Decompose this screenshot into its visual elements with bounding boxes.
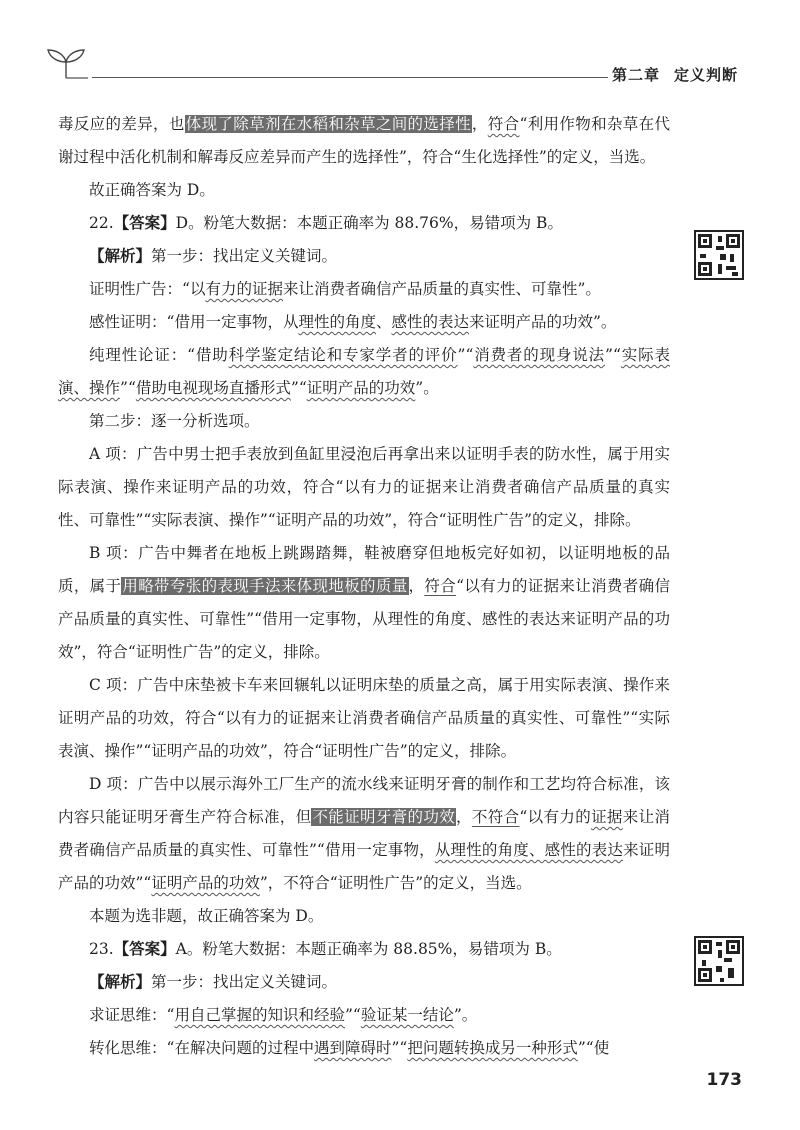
page-header	[0, 0, 800, 100]
leaf-sprout-icon	[44, 46, 88, 80]
highlight: 体现了除草剂在水稻和杂草之间的选择性	[185, 115, 471, 133]
qr-code-icon	[694, 230, 744, 280]
q22-def2: 感性证明：“借用一定事物，从理性的角度、感性的表达来证明产品的功效”。	[89, 313, 617, 331]
highlight: 用略带夸张的表现手法来体现地板的质量	[122, 577, 408, 595]
page-body	[58, 108, 670, 1065]
q22-def1: 证明性广告：“以有力的证据来让消费者确信产品质量的真实性、可靠性”。	[89, 280, 601, 298]
answer-conclusion: 故正确答案为 D。	[89, 181, 215, 199]
chapter-number: 第二章	[612, 66, 661, 84]
answer-tag: 【答案】	[113, 940, 176, 958]
header-rule	[92, 77, 608, 78]
q23-analysis: 【解析】第一步：找出定义关键词。	[89, 973, 338, 991]
q22-option-c: C 项：广告中床垫被卡车来回辗轧以证明床垫的质量之高，属于用实际表演、操作来证明产品的功效，符合“以有力的证据来让消费者确信产品质量的真实性、可靠性”“实际表演、操作”“证明产品的功效”，符合“证明性广告”的定义，排除。	[58, 676, 670, 760]
q22-def3: 纯理性论证：“借助科学鉴定结论和专家学者的评价”“消费者的现身说法”“实际表演、操作”“借助电视现场直播形式”“证明产品的功效”。	[58, 346, 670, 397]
q22-option-a: A 项：广告中男士把手表放到鱼缸里浸泡后再拿出来以证明手表的防水性，属于用实际表演、操作来证明产品的功效，符合“以有力的证据来让消费者确信产品质量的真实性、可靠性”“实际表演、操作”“证明产品的功效”，符合“证明性广告”的定义，排除。	[58, 445, 670, 529]
q23-def2: 转化思维：“在解决问题的过程中遇到障碍时”“把问题转换成另一种形式”“使	[89, 1039, 610, 1057]
page-number: 173	[706, 1070, 742, 1090]
highlight: 不能证明牙膏的功效	[312, 808, 456, 826]
q23-answer: 23.【答案】A。粉笔大数据：本题正确率为 88.85%，易错项为 B。	[89, 940, 562, 958]
q22-answer: 22.【答案】D。粉笔大数据：本题正确率为 88.76%，易错项为 B。	[89, 214, 563, 232]
answer-tag: 【答案】	[113, 214, 176, 232]
paragraph-continued: 毒反应的差异，也体现了除草剂在水稻和杂草之间的选择性，符合“利用作物和杂草在代谢过程中活化机制和解毒反应差异而产生的选择性”，符合“生化选择性”的定义，当选。	[58, 115, 670, 166]
q22-conclusion: 本题为选非题，故正确答案为 D。	[89, 907, 324, 925]
q23-def1: 求证思维：“用自己掌握的知识和经验”“验证某一结论”。	[89, 1006, 478, 1024]
chapter-title: 定义判断	[674, 66, 739, 84]
chapter-heading	[612, 64, 738, 85]
q22-option-b: B 项：广告中舞者在地板上跳踢踏舞，鞋被磨穿但地板完好如初，以证明地板的品质，属于用略带夸张的表现手法来体现地板的质量，符合“以有力的证据来让消费者确信产品质量的真实性、可靠性”“借用一定事物，从理性的角度、感性的表达来证明产品的功效”，符合“证明性广告”的定义，排除。	[58, 544, 670, 661]
analysis-tag: 【解析】	[89, 973, 152, 991]
qr-code-icon	[694, 936, 744, 986]
q22-step2: 第二步：逐一分析选项。	[89, 412, 260, 430]
q22-analysis: 【解析】第一步：找出定义关键词。	[89, 247, 338, 265]
q22-option-d: D 项：广告中以展示海外工厂生产的流水线来证明牙膏的制作和工艺均符合标准，该内容只能证明牙膏生产符合标准，但不能证明牙膏的功效，不符合“以有力的证据来让消费者确信产品质量的真实性、可靠性”“借用一定事物，从理性的角度、感性的表达来证明产品的功效”“证明产品的功效”，不符合“证明性广告”的定义，当选。	[58, 775, 670, 892]
analysis-tag: 【解析】	[89, 247, 152, 265]
